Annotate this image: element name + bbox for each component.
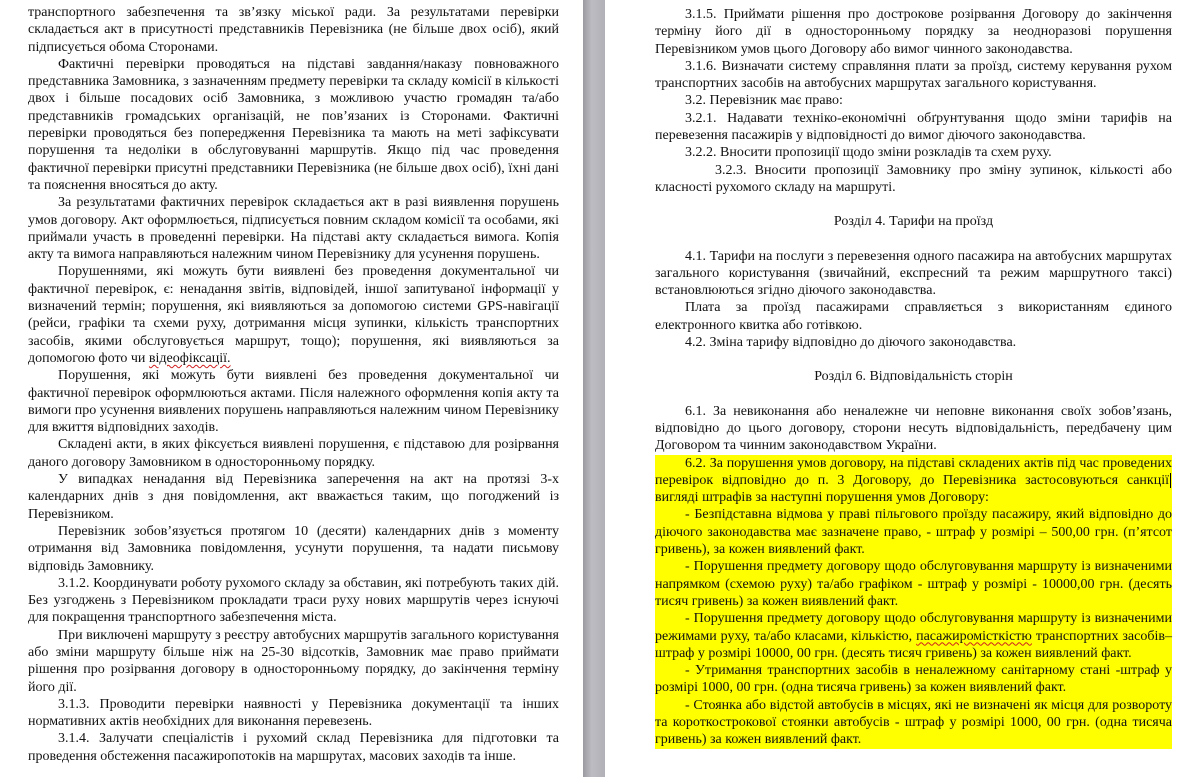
- spellcheck-underlined-word[interactable]: пасажиромісткістю: [916, 628, 1032, 644]
- paragraph: [28, 263, 559, 367]
- clause: 4.2. Зміна тарифу відповідно до діючого законодавства.: [685, 335, 1017, 351]
- paragraph: 3.1.4. Залучати спеціалістів і рухомий склад Перевізника для підготовки та проведення обстеження пасажиропотоків на маршрутах, масових заходів та інше.: [28, 731, 559, 764]
- paragraph: За результатами фактичних перевірок складається акт в разі виявлення порушень умов договору. Акт оформлюється, підписується повним складом комісії та особами, які приймали участь в проведенні перевірки. На підставі акту складається вимога. Копія акту та вимога направляються належним чином Перевізнику для усунення порушень.: [28, 195, 559, 263]
- paragraph: При виключені маршруту з реєстру автобусних маршрутів загального користування або зміни маршруту більше ніж на 25-30 відсотків, Замовник має право приймати рішення про розірвання договору в односторонньому порядку, до закінчення терміну його дії.: [28, 627, 559, 695]
- clause: Плата за проїзд пасажирами справляється з використанням єдиного електронного квитка або готівкою.: [655, 300, 1172, 333]
- paragraph: Порушення, які можуть бути виявлені без проведення документальної чи фактичної перевірок оформлюються актами. Після належного оформлення копія акту та вимоги про усунення виявлених порушень направляються належним чином Перевізнику для вжиття відповідних заходів.: [28, 368, 560, 436]
- highlighted-text-block[interactable]: [655, 455, 1172, 749]
- section-4-heading: Розділ 4. Тарифи на проїзд: [833, 214, 994, 230]
- page-gap: [583, 0, 605, 777]
- clause-6-2: 6.2. За порушення умов договору, на підставі складених актів під час проведених перевірок відповідно до п. 3 Договору, до Перевізника застосовуються санкції вигляді штрафів за наступні порушення умов Договору:: [655, 455, 1172, 506]
- penalty-item: - Стоянка або відстой автобусів в місцях, які не визначені як місця для розвороту та короткострокової стоянки автобусів - штраф у розмірі 1000, 00 грн. (одна тисяча гривень) за кожен виявлений факт.: [655, 697, 1172, 748]
- text-cursor: [1170, 473, 1171, 488]
- clause: 6.1. За невиконання або неналежне чи неповне виконання своїх зобов’язань, відповідно до цього договору, сторони несуть відповідальність, передбачену цим Договором та чинним законодавством України.: [655, 403, 1172, 454]
- paragraph-text: Порушеннями, які можуть бути виявлені без проведення документальної чи фактичної перевірок, є: ненадання звітів, відповідей, іншої запитуваної інформації у визначений термін; порушення, які виявляються за допомогою системи GPS-навігації (рейси, графіки та схеми руху, дотримання місця зупинки, кількість транспортних засобів, якими обслуговується маршрут, тощо); порушення, які виявляються за допомогою фото чи: [28, 264, 559, 366]
- paragraph: Складені акти, в яких фіксується виявлені порушення, є підставою для розірвання даного договору Замовником в односторонньому порядку.: [28, 437, 559, 470]
- paragraph: Перевізник зобов’язується протягом 10 (десяти) календарних днів з моменту отримання від Замовника повідомлення, усунути порушення, та надати письмову відповідь Замовнику.: [28, 523, 559, 574]
- clause: 3.2.2. Вносити пропозиції щодо зміни розкладів та схем руху.: [685, 145, 1052, 161]
- paragraph: 3.1.3. Проводити перевірки наявності у Перевізника документації та інших нормативних актів необхідних для виконання перевезень.: [28, 696, 559, 730]
- clause: 4.1. Тарифи на послуги з перевезення одного пасажира на автобусних маршрутах загального користування (звичайний, експресний та режим маршрутного таксі) встановлюються згідно діючого законодавства.: [655, 248, 1172, 299]
- section-6-heading: Розділ 6. Відповідальність сторін: [814, 369, 1013, 385]
- clause: 3.1.6. Визначати систему справляння плати за проїзд, систему керування рухом транспортних засобів на автобусних маршрутах загального користування.: [655, 58, 1172, 92]
- penalty-item: - Порушення предмету договору щодо обслуговування маршруту із визначеними режимами руху, та/або класами, кількістю, пасажиромісткістю транспортних засобів– штраф у розмірі 10000, 00 грн. (десять тисяч гривень) за кожен виявлений факт.: [655, 611, 1172, 661]
- penalty-item: - Безпідставна відмова у праві пільгового проїзду пасажиру, який відповідно до діючого законодавства має зазначене право, - штраф у розмірі – 500,00 грн. (п’ятсот гривень), за кожен виявлений факт.: [655, 507, 1172, 558]
- clause: 3.1.5. Приймати рішення про дострокове розірвання Договору до закінчення терміну його дії в односторонньому порядку за неодноразові порушення Перевізником умов цього Договору або вимог чинного законодавства.: [655, 7, 1172, 57]
- paragraph: транспортного забезпечення та зв’язку міської ради. За результатами перевірки складається акт в присутності представників Перевізника (не більше двох осіб), який підписується обома Сторонами.: [28, 5, 559, 55]
- penalty-item: - Порушення предмету договору щодо обслуговування маршруту із визначеними напрямком (схемою руху) та/або графіком - штраф у розмірі - 10000,00 грн. (десять тисяч гривень) за кожен виявлений факт.: [655, 559, 1172, 609]
- penalty-item: - Утримання транспортних засобів в неналежному санітарному стані -штраф у розмірі 1000, 00 грн. (одна тисяча гривень) за кожен виявлений факт.: [655, 663, 1172, 696]
- left-document-page: [0, 0, 583, 777]
- clause: 3.2. Перевізник має право:: [685, 93, 843, 109]
- clause: 3.2.3. Вносити пропозиції Замовнику про зміну зупинок, кількості або класності рухомого складу на маршруті.: [655, 162, 1172, 195]
- paragraph: 3.1.2. Координувати роботу рухомого складу за обставин, які потребують таких дій. Без узгоджень з Перевізником прокладати траси руху нових маршрутів через існуючі для покращення транспортного забезпечення міста.: [28, 575, 559, 626]
- spellcheck-underlined-word[interactable]: відеофіксації.: [148, 350, 231, 366]
- paragraph: Фактичні перевірки проводяться на підставі завдання/наказу повноважного представника Замовника, з зазначенням предмету перевірки та складу комісії в кількості двох і більше посадових осіб Замовника, з можливою участю громадян та/або представників громадських організацій, не пов’язаних із Сторонами. Фактичні перевірки проводяться без попередження Перевізника та мають на меті зафіксувати порушення та недоліки в обслуговуванні маршрутів. Якщо під час проведення фактичної перевірки присутні представники Перевізника (не більше двох осіб), їхні дані та пояснення вносяться до акту.: [28, 56, 559, 193]
- right-document-page: [605, 0, 1200, 777]
- paragraph: У випадках ненадання від Перевізника заперечення на акт на протязі 3-х календарних днів з дня повідомлення, акт вважається таким, що погоджений із Перевізником.: [28, 472, 559, 522]
- clause: 3.2.1. Надавати техніко-економічні обґрунтування щодо зміни тарифів на перевезення пасажирів у відповідності до вимог діючого законодавства.: [655, 110, 1172, 144]
